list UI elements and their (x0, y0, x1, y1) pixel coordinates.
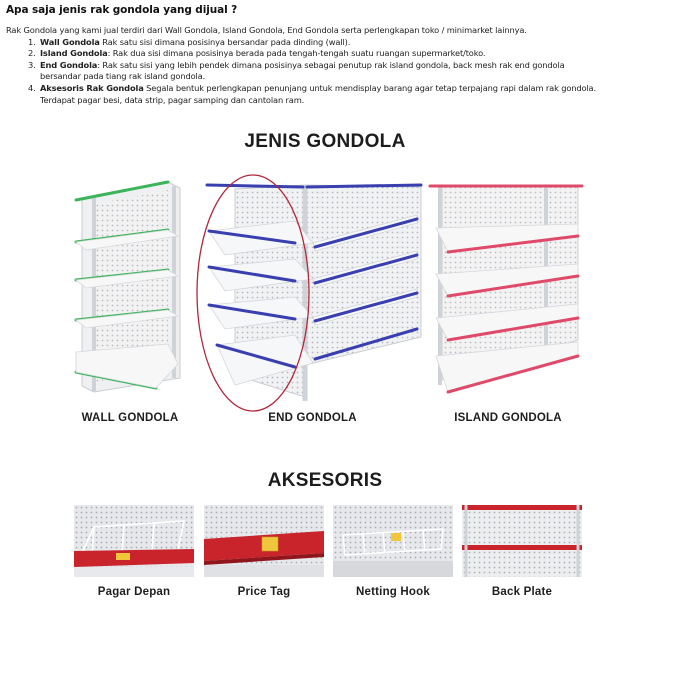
aksesoris-title: AKSESORIS (267, 470, 383, 491)
caption-price-tag: Price Tag (237, 586, 291, 598)
caption-netting-hook: Netting Hook (356, 586, 430, 598)
list-item: 3. End Gondola: Rak satu sisi yang lebih pendek dimana posisinya sebagai penutup rak island gondola, back mesh rak end gondola bersandar pada tiang rak island gondola. (28, 59, 565, 82)
term-wall-gondola: Wall Gondola (40, 36, 100, 47)
intro-section (6, 4, 696, 106)
jenis-gondola-title: JENIS GONDOLA (244, 131, 406, 152)
front-fence-accessory-icon (74, 505, 194, 577)
back-plate-accessory-icon (462, 505, 582, 577)
caption-back-plate: Back Plate (491, 586, 553, 598)
intro-title: Apa saja jenis rak gondola yang dijual ? (6, 4, 238, 16)
island-gondola-shelf-icon (428, 180, 586, 395)
list-item: 4. Aksesoris Rak Gondola Segala bentuk perlengkapan penunjang untuk mendisplay barang agar tetap terpajang rapi dalam rak gondola. Terdapat pagar besi, data strip, pagar samping dan cantolan ram. (28, 82, 596, 105)
caption-end-gondola: END GONDOLA (268, 412, 357, 424)
caption-wall-gondola: WALL GONDOLA (81, 412, 179, 424)
wall-gondola-shelf-icon (70, 178, 190, 398)
caption-island-gondola: ISLAND GONDOLA (454, 412, 562, 424)
caption-pagar-depan: Pagar Depan (97, 586, 171, 598)
netting-hook-accessory-icon (333, 505, 453, 577)
term-island-gondola: Island Gondola (40, 48, 108, 59)
end-gondola-shelf-icon (195, 175, 425, 420)
term-aksesoris: Aksesoris Rak Gondola (40, 82, 144, 93)
term-end-gondola: End Gondola (40, 59, 98, 70)
type-definition-list (6, 37, 696, 107)
price-tag-strip-accessory-icon (204, 505, 324, 577)
intro-body: Rak Gondola yang kami jual terdiri dari Wall Gondola, Island Gondola, End Gondola serta perlengkapan toko / minimarket lainnya. (6, 25, 527, 35)
list-item: 2. Island Gondola: Rak dua sisi dimana posisinya berada pada tengah-tengah suatu ruangan supermarket/toko. (28, 48, 486, 59)
list-item: 1. Wall Gondola Rak satu sisi dimana posisinya bersandar pada dinding (wall). (28, 36, 351, 47)
